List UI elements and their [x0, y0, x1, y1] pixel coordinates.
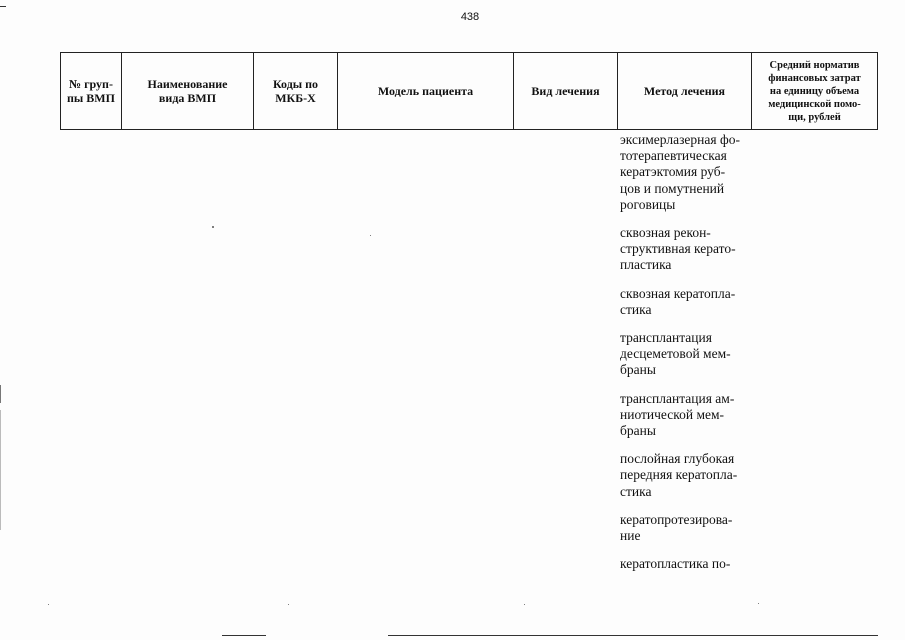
method-item: кератопротезирова- ние [620, 511, 733, 544]
scan-speck [524, 604, 525, 605]
method-item: послойная глубокая передняя кератопла- стика [620, 451, 738, 499]
scan-edge-mark [0, 385, 1, 403]
scan-speck [288, 604, 289, 605]
method-item: трансплантация десцеметовой мем- браны [620, 330, 731, 378]
header-treatment-type: Вид лечения [514, 53, 618, 130]
scan-line [222, 635, 266, 636]
scan-edge-mark [0, 410, 1, 530]
method-item: сквозная рекон- структивная керато- пластика [620, 225, 736, 273]
treatment-methods-column [620, 132, 750, 572]
scan-speck [48, 604, 49, 605]
header-group-no: № груп- пы ВМП [61, 53, 122, 130]
method-item: трансплантация ам- ниотической мем- браны [620, 390, 735, 439]
method-item: кератопластика по- [620, 556, 731, 572]
header-treatment-method: Метод лечения [618, 53, 752, 130]
scan-line [388, 635, 878, 636]
header-vmp-name: Наименование вида ВМП [122, 53, 254, 130]
header-avg-cost: Средний норматив финансовых затрат на единицу объема медицинской помо- щи, рублей [752, 53, 878, 130]
scan-line [0, 6, 6, 7]
scan-speck [212, 226, 214, 228]
table-header [60, 52, 878, 130]
method-item: сквозная кератопла- стика [620, 285, 736, 317]
header-patient-model: Модель пациента [338, 53, 514, 130]
scan-speck [758, 603, 759, 604]
header-icd-codes: Коды по МКБ-Х [254, 53, 338, 130]
page-number: 438 [460, 11, 480, 23]
scan-speck [370, 235, 371, 236]
method-item: эксимерлазерная фо- тотерапевтическая кератэктомия руб- цов и помутнений роговицы [620, 132, 740, 212]
